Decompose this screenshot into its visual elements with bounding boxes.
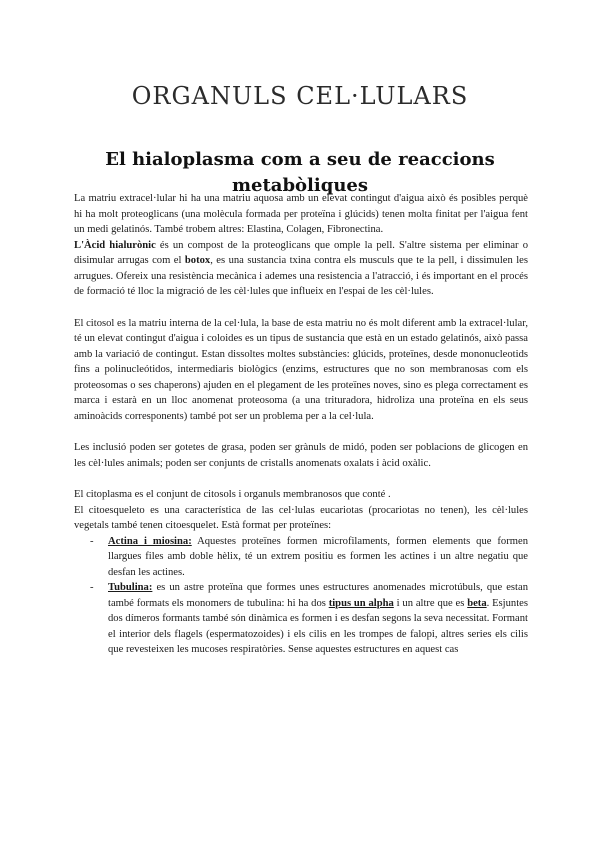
paragraph-spacer xyxy=(74,300,528,316)
paragraph xyxy=(74,440,528,471)
emphasis-text: tipus un alpha xyxy=(328,597,394,609)
text-run: El citoplasma es el conjunt de citosols i organuls membranosos que conté . xyxy=(74,489,391,500)
document-body xyxy=(74,191,528,658)
text-run: La matriu extracel·lular hi ha una matriu aquosa amb un elevat contingut d'aigua això és posibles perquè hi ha molt proteoglicans (una molècula formada per proteïna i glúcids) tenen molta finitat per l'aigua fent un medi gelatinós. També trobem altres: Elastina, Colagen, Fibronectina. xyxy=(74,193,528,235)
text-run: és un compost de la proteoglicans que omple la pell. S'altre sistema per eliminar o disimular arrugas com el xyxy=(74,239,528,266)
protein-list xyxy=(74,534,528,658)
list-item xyxy=(74,534,528,581)
paragraph xyxy=(74,316,528,425)
text-run: es un astre proteïna que formes unes estructures anomenades microtúbuls, que estan també formats els monomers de tubulina: hi ha dos xyxy=(108,582,528,609)
dash-bullet: - xyxy=(90,582,94,593)
emphasis-text: L'Àcid hialurònic xyxy=(74,239,156,251)
paragraph-spacer xyxy=(74,471,528,487)
text-run: Les inclusió poden ser gotetes de grasa, poden ser grànuls de midó, poden ser poblacions de glicogen en les cèl·lules animals; poden ser conjunts de cristalls anomenats oxalats i àcid oxàlic. xyxy=(74,442,528,469)
text-run: . Esjuntes dos dímeros formants també són dinàmica es formen i es desfan segons la seva necessitat. Formant el interior dels flagels (espermatozoides) i els cilis en les trompes de falopi, altres series els cilis que revesteixen les mucoses respiratòries. Sense aquestes estructures en aquest cas xyxy=(108,597,528,655)
document-title: ORGANULS CEL·LULARS xyxy=(131,82,469,111)
emphasis-text: Actina i miosina: xyxy=(108,535,192,547)
paragraphs xyxy=(74,191,528,534)
section-subtitle: El hialoplasma com a seu de reaccions metabòliques xyxy=(105,148,495,196)
list-item xyxy=(74,580,528,658)
emphasis-text: Tubulina: xyxy=(108,582,153,593)
paragraph xyxy=(74,238,528,300)
paragraph-spacer xyxy=(74,424,528,440)
text-run: i un altre que es xyxy=(393,597,468,609)
paragraph xyxy=(74,191,528,238)
paragraph xyxy=(74,487,528,503)
text-run: El citoesqueleto es una característica de las cel·lulas eucariotas (procariotas no tenen), les cèl·lules vegetals també tenen citoesquelet. Està format per proteïnes: xyxy=(74,504,528,531)
text-run: El citosol es la matriu interna de la cel·lula, la base de esta matriu no és molt diferent amb la extracel·lular, té un elevat contingut d'aigua i coloides es un tipus de sustancia que està en un estado gelatinós, això passa amb la variació de contingut. Estan dissoltes moltes substàncies: glúcids, proteïnes, desde mononucleotids fins a polinucleótidos, intermediaris biològics (enzims, estructures que no son membranosas com els proteosomas o ses chaperons) ajuden en el plegament de les proteïnes noves, sino es plega correctament es marca i estarà en un lloc anomenat proteosoma (a una trituradora, hidroliza una proteïna en els seus aminoàcids corresponents) també pot ser un problema per a la cel·lula. xyxy=(74,317,528,422)
emphasis-text: beta xyxy=(467,597,487,609)
dash-bullet: - xyxy=(90,535,94,547)
paragraph xyxy=(74,503,528,534)
emphasis-text: botox xyxy=(184,255,211,266)
text-run: , es una sustancia txina contra els musculs que te la pell, i dissimulen les arrugues. Ofereix una resistència mecànica i ademes una resistencia a l'atracció, i és important en el procés de formació té lloc la migració de les cèl·lules que influeix en l'espai de les cèl·lules. xyxy=(74,255,529,297)
text-run: Aquestes proteïnes formen microfilaments, formen elements que formen llargues files amb doble hèlix, té un extrem positiu es formen les actines i un altre negatiu que desfan les actines. xyxy=(108,535,528,578)
